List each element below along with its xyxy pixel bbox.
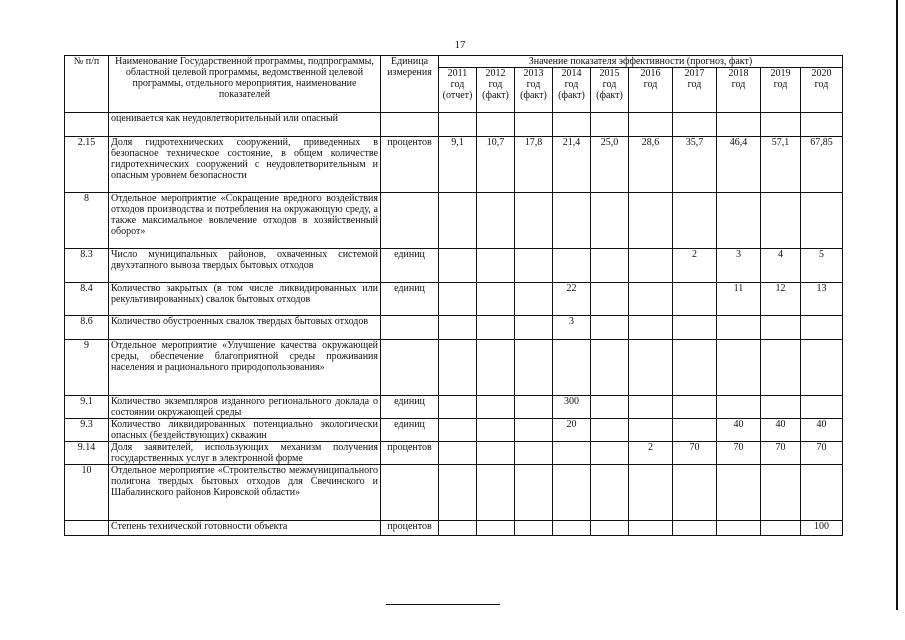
header-year-l1: год <box>687 79 702 90</box>
value-cell <box>801 113 843 137</box>
row-number <box>65 113 109 137</box>
value-cell <box>591 193 629 249</box>
value-cell <box>439 193 477 249</box>
row-number: 8.6 <box>65 316 109 340</box>
table-row <box>65 419 843 442</box>
value-cell <box>761 316 801 340</box>
value-cell: 70 <box>673 442 717 465</box>
header-year-l1: год <box>488 79 503 90</box>
value-cell <box>477 113 515 137</box>
unit-cell <box>381 340 439 396</box>
header-year-2019 <box>761 68 801 113</box>
value-cell <box>553 340 591 396</box>
value-cell <box>761 340 801 396</box>
value-cell <box>629 193 673 249</box>
header-year-l1: год <box>773 79 788 90</box>
header-year-year: 2012 <box>485 68 506 79</box>
header-year-2020 <box>801 68 843 113</box>
value-cell: 3 <box>717 249 761 283</box>
unit-cell <box>381 465 439 521</box>
row-number: 10 <box>65 465 109 521</box>
value-cell <box>801 316 843 340</box>
unit-cell: единиц <box>381 283 439 316</box>
value-cell <box>477 521 515 536</box>
value-cell <box>439 316 477 340</box>
header-year-year: 2019 <box>770 68 791 79</box>
indicator-name: Доля заявителей, использующих механизм получения государственных услуг в электронной форме <box>109 442 381 465</box>
table-row <box>65 193 843 249</box>
value-cell: 28,6 <box>629 137 673 193</box>
indicator-name: Количество ликвидированных потенциально экологически опасных (бездействующих) скважин <box>109 419 381 442</box>
header-year-year: 2013 <box>523 68 544 79</box>
value-cell: 21,4 <box>553 137 591 193</box>
header-year-2014 <box>553 68 591 113</box>
value-cell <box>673 465 717 521</box>
header-year-l1: год <box>643 79 658 90</box>
header-name: Наименование Государственной программы, подпрограммы, областной целевой программы, ведомственной целевой программы, отдельного мероприятия, наименование показателей <box>109 56 381 113</box>
value-cell <box>515 442 553 465</box>
table-row <box>65 396 843 419</box>
value-cell <box>761 465 801 521</box>
row-number: 9.1 <box>65 396 109 419</box>
indicator-name: Количество закрытых (в том числе ликвидированных или рекультивированных) свалок бытовых отходов <box>109 283 381 316</box>
value-cell <box>515 396 553 419</box>
value-cell <box>591 442 629 465</box>
value-cell <box>717 465 761 521</box>
value-cell <box>673 113 717 137</box>
header-year-l2: (отчет) <box>442 90 473 101</box>
unit-cell: процентов <box>381 442 439 465</box>
value-cell <box>515 316 553 340</box>
footnote-separator <box>386 604 500 605</box>
value-cell: 25,0 <box>591 137 629 193</box>
page-edge-rule <box>896 0 898 610</box>
value-cell <box>439 249 477 283</box>
value-cell <box>515 283 553 316</box>
value-cell <box>591 316 629 340</box>
table-row <box>65 465 843 521</box>
header-year-year: 2014 <box>561 68 582 79</box>
value-cell <box>591 396 629 419</box>
value-cell <box>801 465 843 521</box>
header-year-l2: (факт) <box>558 90 585 101</box>
value-cell: 17,8 <box>515 137 553 193</box>
row-number: 2.15 <box>65 137 109 193</box>
value-cell <box>553 193 591 249</box>
indicators-table <box>64 55 843 536</box>
value-cell: 57,1 <box>761 137 801 193</box>
value-cell <box>439 113 477 137</box>
value-cell <box>439 521 477 536</box>
header-year-year: 2018 <box>728 68 749 79</box>
unit-cell: единиц <box>381 396 439 419</box>
value-cell <box>591 419 629 442</box>
header-year-year: 2020 <box>811 68 832 79</box>
value-cell <box>553 249 591 283</box>
value-cell <box>439 340 477 396</box>
row-number: 8 <box>65 193 109 249</box>
value-cell: 100 <box>801 521 843 536</box>
value-cell <box>477 340 515 396</box>
value-cell <box>717 193 761 249</box>
indicator-name: Отдельное мероприятие «Сокращение вредного воздействия отходов производства и потребления на окружающую среду, а также максимальное вовлечение отходов в хозяйственный оборот» <box>109 193 381 249</box>
value-cell <box>515 340 553 396</box>
row-number <box>65 521 109 536</box>
value-cell: 40 <box>801 419 843 442</box>
value-cell <box>629 113 673 137</box>
value-cell: 46,4 <box>717 137 761 193</box>
table-row <box>65 249 843 283</box>
table-row <box>65 316 843 340</box>
value-cell: 70 <box>801 442 843 465</box>
value-cell <box>717 340 761 396</box>
value-cell <box>801 396 843 419</box>
value-cell <box>515 465 553 521</box>
indicator-name: Отдельное мероприятие «Строительство межмуниципального полигона твердых бытовых отходов для Свечинского и Шабалинского районов Кировской области» <box>109 465 381 521</box>
value-cell <box>629 396 673 419</box>
table-row <box>65 137 843 193</box>
value-cell <box>673 193 717 249</box>
value-cell <box>515 521 553 536</box>
value-cell: 12 <box>761 283 801 316</box>
value-cell <box>591 521 629 536</box>
value-cell <box>761 396 801 419</box>
value-cell <box>553 521 591 536</box>
value-cell <box>439 396 477 419</box>
indicator-name: Число муниципальных районов, охваченных системой двухэтапного вывоза твердых бытовых отходов <box>109 249 381 283</box>
header-year-2013 <box>515 68 553 113</box>
header-year-l1: год <box>564 79 579 90</box>
value-cell <box>515 419 553 442</box>
value-cell <box>553 442 591 465</box>
value-cell <box>591 283 629 316</box>
value-cell: 5 <box>801 249 843 283</box>
value-cell <box>717 113 761 137</box>
value-cell <box>673 419 717 442</box>
value-cell <box>477 283 515 316</box>
row-number: 9 <box>65 340 109 396</box>
unit-cell <box>381 193 439 249</box>
value-cell <box>515 193 553 249</box>
header-year-l1: год <box>450 79 465 90</box>
value-cell: 40 <box>761 419 801 442</box>
value-cell <box>477 193 515 249</box>
value-cell: 67,85 <box>801 137 843 193</box>
value-cell <box>761 193 801 249</box>
header-year-l1: год <box>731 79 746 90</box>
value-cell: 22 <box>553 283 591 316</box>
value-cell <box>439 283 477 316</box>
value-cell: 70 <box>717 442 761 465</box>
value-cell <box>477 316 515 340</box>
value-cell <box>439 465 477 521</box>
header-year-l2: (факт) <box>482 90 509 101</box>
unit-cell: единиц <box>381 419 439 442</box>
indicator-name: Степень технической готовности объекта <box>109 521 381 536</box>
header-year-year: 2017 <box>684 68 705 79</box>
value-cell <box>477 249 515 283</box>
value-cell <box>761 521 801 536</box>
unit-cell <box>381 113 439 137</box>
value-cell <box>673 521 717 536</box>
value-cell <box>591 340 629 396</box>
header-year-l1: год <box>814 79 829 90</box>
value-cell <box>629 340 673 396</box>
indicator-name: Отдельное мероприятие «Улучшение качества окружающей среды, обеспечение благоприятной среды проживания населения и рационального природопользования» <box>109 340 381 396</box>
value-cell: 4 <box>761 249 801 283</box>
unit-cell: единиц <box>381 249 439 283</box>
value-cell <box>629 521 673 536</box>
header-values-group: Значение показателя эффективности (прогноз, факт) <box>439 56 843 68</box>
indicator-name: оценивается как неудовлетворительный или опасный <box>109 113 381 137</box>
header-year-l1: год <box>526 79 541 90</box>
header-year-year: 2016 <box>640 68 661 79</box>
indicator-name: Доля гидротехнических сооружений, приведенных в безопасное техническое состояние, в общем количестве гидротехнических сооружений с неудовлетворительным и опасным уровнем безопасности <box>109 137 381 193</box>
indicator-name: Количество обустроенных свалок твердых бытовых отходов <box>109 316 381 340</box>
value-cell <box>801 193 843 249</box>
value-cell <box>673 396 717 419</box>
value-cell <box>591 465 629 521</box>
header-year-2017 <box>673 68 717 113</box>
value-cell <box>515 113 553 137</box>
header-num: № п/п <box>65 56 109 113</box>
value-cell: 35,7 <box>673 137 717 193</box>
value-cell <box>629 316 673 340</box>
value-cell <box>591 249 629 283</box>
value-cell <box>629 419 673 442</box>
table-row <box>65 113 843 137</box>
value-cell: 13 <box>801 283 843 316</box>
value-cell: 70 <box>761 442 801 465</box>
value-cell <box>717 396 761 419</box>
value-cell <box>515 249 553 283</box>
value-cell <box>673 340 717 396</box>
page-number: 17 <box>454 39 466 51</box>
value-cell <box>439 419 477 442</box>
value-cell: 11 <box>717 283 761 316</box>
row-number: 8.3 <box>65 249 109 283</box>
value-cell <box>591 113 629 137</box>
table-row <box>65 521 843 536</box>
row-number: 8.4 <box>65 283 109 316</box>
value-cell <box>477 442 515 465</box>
value-cell: 9,1 <box>439 137 477 193</box>
value-cell: 2 <box>629 442 673 465</box>
header-year-year: 2015 <box>599 68 620 79</box>
indicator-name: Количество экземпляров изданного регионального доклада о состоянии окружающей среды <box>109 396 381 419</box>
value-cell <box>673 316 717 340</box>
value-cell <box>717 521 761 536</box>
header-year-2018 <box>717 68 761 113</box>
header-year-l2: (факт) <box>520 90 547 101</box>
value-cell <box>629 249 673 283</box>
value-cell <box>477 396 515 419</box>
value-cell: 40 <box>717 419 761 442</box>
table-row <box>65 442 843 465</box>
header-year-l1: год <box>602 79 617 90</box>
value-cell: 10,7 <box>477 137 515 193</box>
value-cell <box>629 465 673 521</box>
header-year-l2: (факт) <box>596 90 623 101</box>
header-year-2011 <box>439 68 477 113</box>
value-cell: 3 <box>553 316 591 340</box>
value-cell: 2 <box>673 249 717 283</box>
header-year-year: 2011 <box>447 68 468 79</box>
value-cell <box>477 419 515 442</box>
value-cell <box>553 113 591 137</box>
table-row <box>65 283 843 316</box>
value-cell: 20 <box>553 419 591 442</box>
header-year-2015 <box>591 68 629 113</box>
unit-cell: процентов <box>381 521 439 536</box>
header-year-2012 <box>477 68 515 113</box>
unit-cell: процентов <box>381 137 439 193</box>
value-cell <box>673 283 717 316</box>
value-cell <box>477 465 515 521</box>
header-unit: Единица измерения <box>381 56 439 113</box>
value-cell <box>717 316 761 340</box>
row-number: 9.14 <box>65 442 109 465</box>
row-number: 9.3 <box>65 419 109 442</box>
value-cell: 300 <box>553 396 591 419</box>
value-cell <box>439 442 477 465</box>
value-cell <box>801 340 843 396</box>
table-row <box>65 340 843 396</box>
value-cell <box>629 283 673 316</box>
unit-cell <box>381 316 439 340</box>
header-year-2016 <box>629 68 673 113</box>
value-cell <box>761 113 801 137</box>
value-cell <box>553 465 591 521</box>
